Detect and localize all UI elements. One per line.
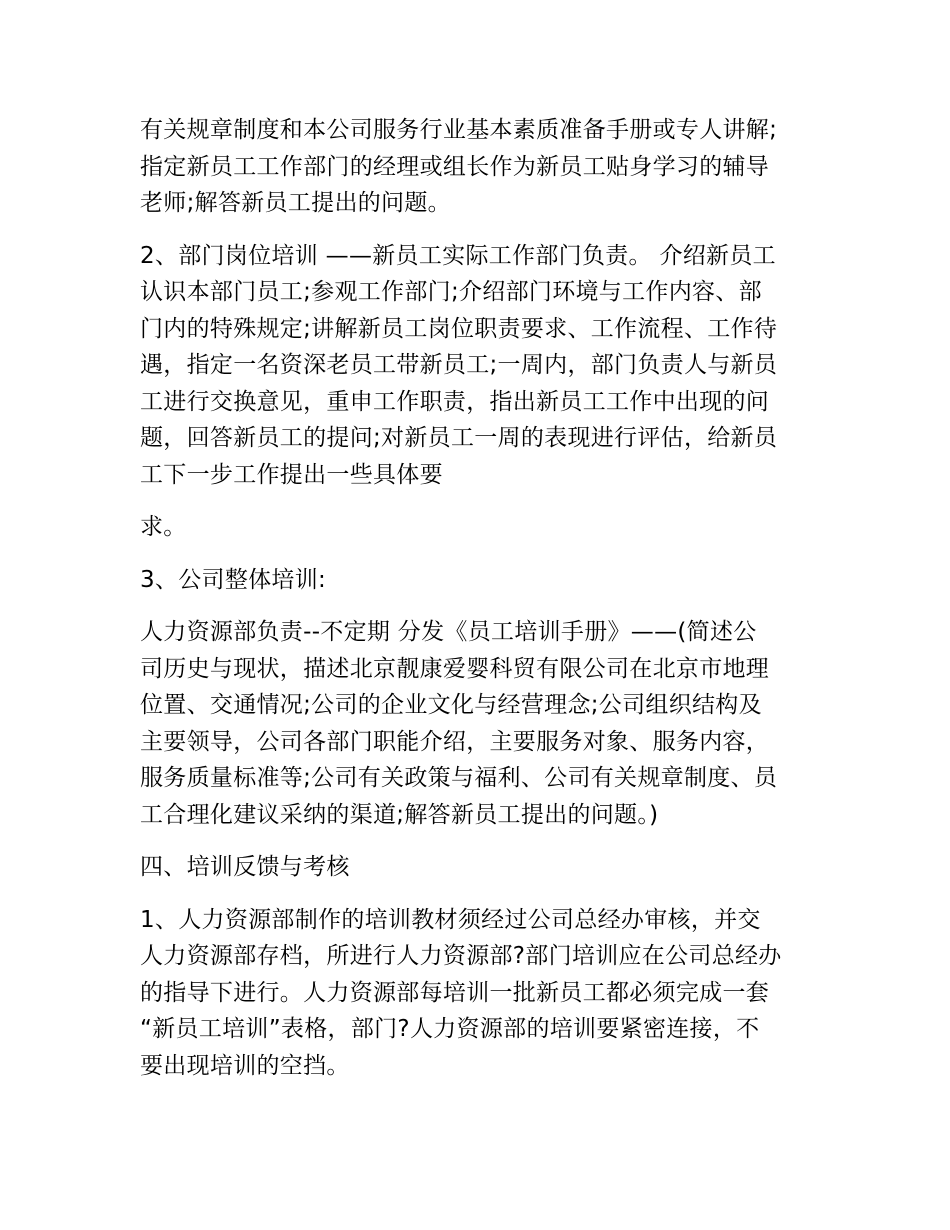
document-page — [140, 112, 830, 1100]
text-line: 工进行交换意见，重申工作职责，指出新员工工作中出现的问 — [140, 388, 770, 415]
text-line: 四、培训反馈与考核 — [140, 854, 350, 880]
text-line: 3、公司整体培训: — [140, 566, 327, 593]
text-line: 认识本部门员工;参观工作部门;介绍部门环境与工作内容、部 — [140, 279, 762, 305]
paragraph-feedback-review — [140, 902, 830, 1085]
text-line: 1、人力资源部制作的培训教材须经过公司总经办审核，并交 — [140, 906, 761, 933]
text-line: 人力资源部存档，所进行人力资源部?部门培训应在公司总经办 — [140, 943, 782, 969]
text-line: 求。 — [140, 514, 187, 540]
text-line: 人力资源部负责--不定期 分发《员工培训手册》——(简述公 — [140, 619, 757, 645]
text-line: 2、部门岗位培训 ——新员工实际工作部门负责。 介绍新员工 — [140, 242, 776, 269]
section-heading-company-training — [140, 562, 830, 599]
paragraph-continuation — [140, 509, 830, 546]
text-line: 要出现培训的空挡。 — [140, 1052, 350, 1079]
text-line: 题，回答新员工的提问;对新员工一周的表现进行评估，给新员 — [140, 425, 778, 451]
text-line: 工合理化建议采纳的渠道;解答新员工提出的问题。) — [140, 801, 659, 828]
text-line: “新员工培训”表格，部门?人力资源部的培训要紧密连接，不 — [140, 1016, 760, 1042]
text-line: 服务质量标准等;公司有关政策与福利、公司有关规章制度、员 — [140, 765, 778, 791]
text-line: 遇，指定一名资深老员工带新员工;一周内，部门负责人与新员 — [140, 352, 778, 378]
text-line: 有关规章制度和本公司服务行业基本素质准备手册或专人讲解; — [140, 117, 778, 143]
section-heading-feedback — [140, 849, 830, 886]
text-line: 老师;解答新员工提出的问题。 — [140, 190, 451, 216]
text-line: 主要领导，公司各部门职能介绍，主要服务对象、服务内容， — [140, 728, 770, 755]
paragraph-rules-handbook — [140, 112, 830, 222]
text-line: 位置、交通情况;公司的企业文化与经营理念;公司组织结构及 — [140, 692, 762, 718]
paragraph-department-training — [140, 238, 830, 494]
text-line: 的指导下进行。人力资源部每培训一批新员工都必须完成一套 — [140, 979, 770, 1006]
text-line: 工下一步工作提出一些具体要 — [140, 461, 443, 488]
text-line: 司历史与现状，描述北京靓康爱婴科贸有限公司在北京市地理 — [140, 655, 770, 682]
text-line: 门内的特殊规定;讲解新员工岗位职责要求、工作流程、工作待 — [140, 315, 778, 342]
text-line: 指定新员工工作部门的经理或组长作为新员工贴身学习的辅导 — [140, 153, 770, 180]
paragraph-hr-handbook — [140, 614, 830, 833]
